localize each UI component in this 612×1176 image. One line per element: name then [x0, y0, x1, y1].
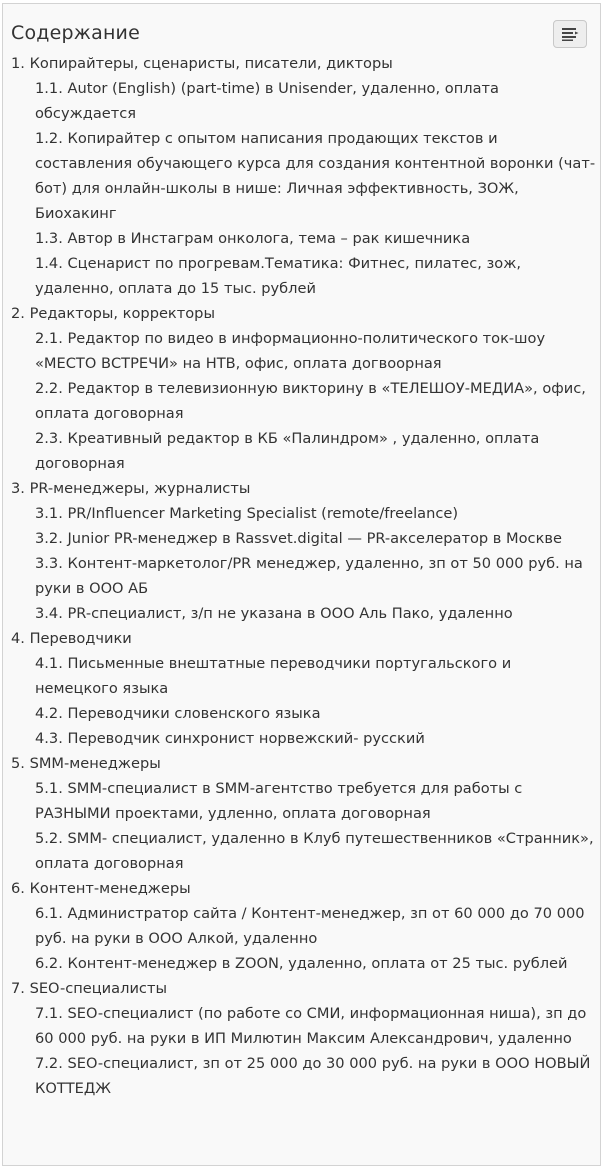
- toc-sublist: [11, 326, 596, 476]
- toc-section: [11, 301, 596, 476]
- toc-item-link[interactable]: 7.2. SEO-специалист, зп от 25 000 до 30 000 руб. на руки в ООО НОВЫЙ КОТТЕДЖ: [35, 1055, 591, 1097]
- toc-sublist: [11, 901, 596, 976]
- toc-section: [11, 51, 596, 301]
- toc-sublist: [11, 1001, 596, 1101]
- table-of-contents: [2, 3, 601, 1166]
- toc-sublist: [11, 651, 596, 751]
- toc-sublist: [11, 501, 596, 626]
- toc-section: [11, 751, 596, 876]
- toc-item-link[interactable]: 3.4. PR-специалист, з/п не указана в ООО Аль Пако, удаленно: [35, 605, 513, 622]
- toc-section-link[interactable]: 2. Редакторы, корректоры: [11, 305, 215, 322]
- toc-item-link[interactable]: 6.1. Администратор сайта / Контент-менеджер, зп от 60 000 до 70 000 руб. на руки в ООО Алкой, удаленно: [35, 905, 585, 947]
- toc-sublist: [11, 776, 596, 876]
- toc-item-link[interactable]: 2.1. Редактор по видео в информационно-политического ток-шоу «МЕСТО ВСТРЕЧИ» на НТВ, офис, оплата догвоорная: [35, 330, 546, 372]
- toc-item-link[interactable]: 7.1. SEO-специалист (по работе со СМИ, информационная ниша), зп до 60 000 руб. на руки в ИП Милютин Максим Александрович, удаленно: [35, 1005, 587, 1047]
- toc-section: [11, 626, 596, 751]
- toc-item-link[interactable]: 3.1. PR/Influencer Marketing Specialist (remote/freelance): [35, 505, 459, 522]
- toc-item-link[interactable]: 3.2. Junior PR-менеджер в Rassvet.digital — PR-акселератор в Москве: [35, 530, 562, 547]
- toc-item-link[interactable]: 1.4. Сценарист по прогревам.Тематика: Фитнес, пилатес, зож, удаленно, оплата до 15 тыс. рублей: [35, 255, 521, 297]
- toc-item-link[interactable]: 3.3. Контент-маркетолог/PR менеджер, удаленно, зп от 50 000 руб. на руки в ООО АБ: [35, 555, 583, 597]
- toc-section-link[interactable]: 4. Переводчики: [11, 630, 132, 647]
- toc-sublist: [11, 76, 596, 301]
- toc-item-link[interactable]: 2.3. Креативный редактор в КБ «Палиндром» , удаленно, оплата договорная: [35, 430, 540, 472]
- toc-item-link[interactable]: 1.2. Копирайтер с опытом написания продающих текстов и составления обучающего курса для создания контентной воронки (чат-бот) для онлайн-школы в нише: Личная эффективность, ЗОЖ, Биохакинг: [35, 130, 596, 222]
- toc-toggle-button[interactable]: [553, 20, 587, 48]
- toc-list: [11, 51, 596, 1101]
- toc-section-link[interactable]: 1. Копирайтеры, сценаристы, писатели, дикторы: [11, 55, 393, 72]
- toc-item-link[interactable]: 5.1. SMM-специалист в SMM-агентство требуется для работы с РАЗНЫМИ проектами, удленно, оплата договорная: [35, 780, 523, 822]
- toc-section-link[interactable]: 6. Контент-менеджеры: [11, 880, 191, 897]
- toc-item-link[interactable]: 4.2. Переводчики словенского языка: [35, 705, 321, 722]
- toc-section: [11, 476, 596, 626]
- toc-section: [11, 976, 596, 1101]
- toc-item-link[interactable]: 4.1. Письменные внештатные переводчики португальского и немецкого языка: [35, 655, 512, 697]
- toc-section-link[interactable]: 5. SMM-менеджеры: [11, 755, 161, 772]
- toc-item-link[interactable]: 5.2. SMM- специалист, удаленно в Клуб путешественников «Странник», оплата договорная: [35, 830, 594, 872]
- toc-item-link[interactable]: 1.1. Autor (English) (part-time) в Unisender, удаленно, оплата обсуждается: [35, 80, 499, 122]
- toc-section-link[interactable]: 3. PR-менеджеры, журналисты: [11, 480, 251, 497]
- toc-item-link[interactable]: 6.2. Контент-менеджер в ZOON, удаленно, оплата от 25 тыс. рублей: [35, 955, 568, 972]
- toc-item-link[interactable]: 2.2. Редактор в телевизионную викторину в «ТЕЛЕШОУ-МЕДИА», офис, оплата договорная: [35, 380, 586, 422]
- toc-section-link[interactable]: 7. SEO-специалисты: [11, 980, 167, 997]
- list-toggle-icon: [561, 27, 579, 41]
- toc-item-link[interactable]: 4.3. Переводчик синхронист норвежский- русский: [35, 730, 425, 747]
- toc-section: [11, 876, 596, 976]
- toc-item-link[interactable]: 1.3. Автор в Инстаграм онколога, тема – рак кишечника: [35, 230, 471, 247]
- toc-title: Содержание: [11, 22, 140, 44]
